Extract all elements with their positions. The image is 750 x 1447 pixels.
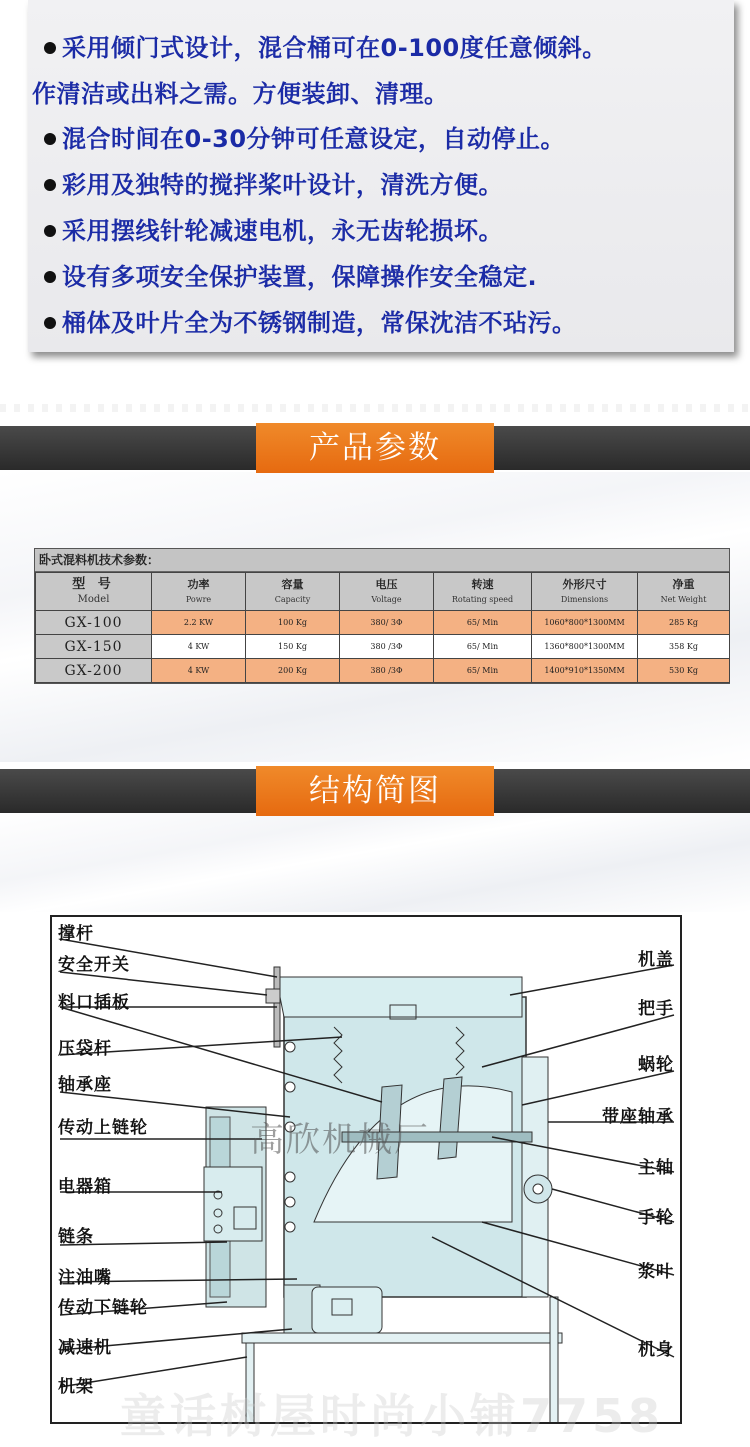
machine-lid [276,977,522,1017]
label-lower-sprocket: 传动下链轮 [58,1298,148,1318]
table-cell: 4 KW [152,659,246,683]
table-cell: 1400*910*1350MM [532,659,638,683]
table-row [36,659,730,683]
column-header: 外形尺寸 Dimensions [532,573,638,611]
label-main-shaft: 主轴 [638,1158,674,1178]
divider-stripe [0,404,750,412]
table-cell: 2.2 KW [152,611,246,635]
column-header: 电压 Voltage [340,573,434,611]
table-cell-model: GX-200 [36,659,152,683]
table-cell: 100 Kg [246,611,340,635]
feature-line: 采用摆线针轮减速电机，永无齿轮损坏。 [28,211,503,246]
bullet-icon [44,271,56,283]
label-frame: 机架 [58,1377,94,1397]
bolt-icon [285,1197,295,1207]
table-cell: 1060*800*1300MM [532,611,638,635]
feature-line: 桶体及叶片全为不锈钢制造，常保沈洁不玷污。 [28,303,577,338]
bullet-icon [44,317,56,329]
label-pillow-bearing: 带座轴承 [602,1107,674,1127]
machine-drawing [52,917,680,1422]
column-header: 转速 Rotating speed [434,573,532,611]
bottom-watermark: 童话树屋时尚小铺7758 [120,1389,665,1443]
label-hand-wheel: 手轮 [638,1208,674,1228]
label-paddle: 浆叶 [638,1262,674,1282]
column-header: 功率 Powre [152,573,246,611]
table-cell: 4 KW [152,635,246,659]
table-header-row [36,573,730,611]
table-cell: 1360*800*1300MM [532,635,638,659]
bolt-icon [285,1082,295,1092]
label-safety-switch: 安全开关 [58,955,130,975]
feature-line: 彩用及独特的搅拌桨叶设计，清洗方便。 [28,165,503,200]
feature-line: 设有多项安全保护装置，保障操作安全稳定. [28,257,537,292]
bullet-icon [44,42,56,54]
label-support-rod: 撑杆 [58,924,94,944]
electrical-box [204,1167,262,1241]
bolt-icon [285,1172,295,1182]
table-cell: 380 /3Φ [340,635,434,659]
label-oil-nozzle: 注油嘴 [58,1268,112,1288]
label-lid: 机盖 [638,950,674,970]
label-press-bar: 压袋杆 [58,1039,112,1059]
column-header: 型 号 Model [36,573,152,611]
column-header: 容量 Capacity [246,573,340,611]
section-title-structure: 结构简图 [256,766,494,816]
safety-switch-icon [266,989,280,1003]
bolt-icon [285,1042,295,1052]
table-cell: 65/ Min [434,659,532,683]
label-handle: 把手 [638,999,674,1019]
base-frame [242,1333,562,1343]
feature-line: 混合时间在0-30分钟可任意设定，自动停止。 [28,119,565,154]
label-reducer: 减速机 [58,1338,112,1358]
background-decoration [0,812,750,912]
structure-diagram [50,915,682,1424]
table-cell: 65/ Min [434,611,532,635]
table-cell: 380 /3Φ [340,659,434,683]
table-cell: 150 Kg [246,635,340,659]
feature-line: 采用倾门式设计，混合桶可在0-100度任意倾斜。 [28,28,607,63]
spec-table-panel [34,548,730,684]
table-cell: 65/ Min [434,635,532,659]
bullet-icon [44,225,56,237]
features-panel [28,0,734,352]
motor [312,1287,382,1333]
label-body: 机身 [638,1340,674,1360]
table-cell-model: GX-150 [36,635,152,659]
label-bearing-seat: 轴承座 [58,1075,112,1095]
table-cell: 380/ 3Φ [340,611,434,635]
table-cell: 530 Kg [638,659,730,683]
feature-line-continued: 作清洁或出料之需。方便装卸、清理。 [32,80,449,108]
label-worm-wheel: 蜗轮 [638,1055,674,1075]
table-cell: 200 Kg [246,659,340,683]
column-header: 净重 Net Weight [638,573,730,611]
diagram-watermark: 高欣机械厂 [250,1120,430,1160]
bullet-icon [44,133,56,145]
bolt-icon [285,1222,295,1232]
hand-wheel-hub [533,1184,543,1194]
table-row [36,635,730,659]
label-chain: 链条 [58,1227,94,1247]
label-electrical-box: 电器箱 [58,1177,112,1197]
section-title-params: 产品参数 [256,423,494,473]
label-feed-gate: 料口插板 [58,993,130,1013]
spec-table-title: 卧式混料机技术参数： [35,549,729,572]
table-cell-model: GX-100 [36,611,152,635]
bullet-icon [44,179,56,191]
table-cell: 358 Kg [638,635,730,659]
table-row [36,611,730,635]
spec-table [35,572,730,683]
label-upper-sprocket: 传动上链轮 [58,1118,148,1138]
table-cell: 285 Kg [638,611,730,635]
